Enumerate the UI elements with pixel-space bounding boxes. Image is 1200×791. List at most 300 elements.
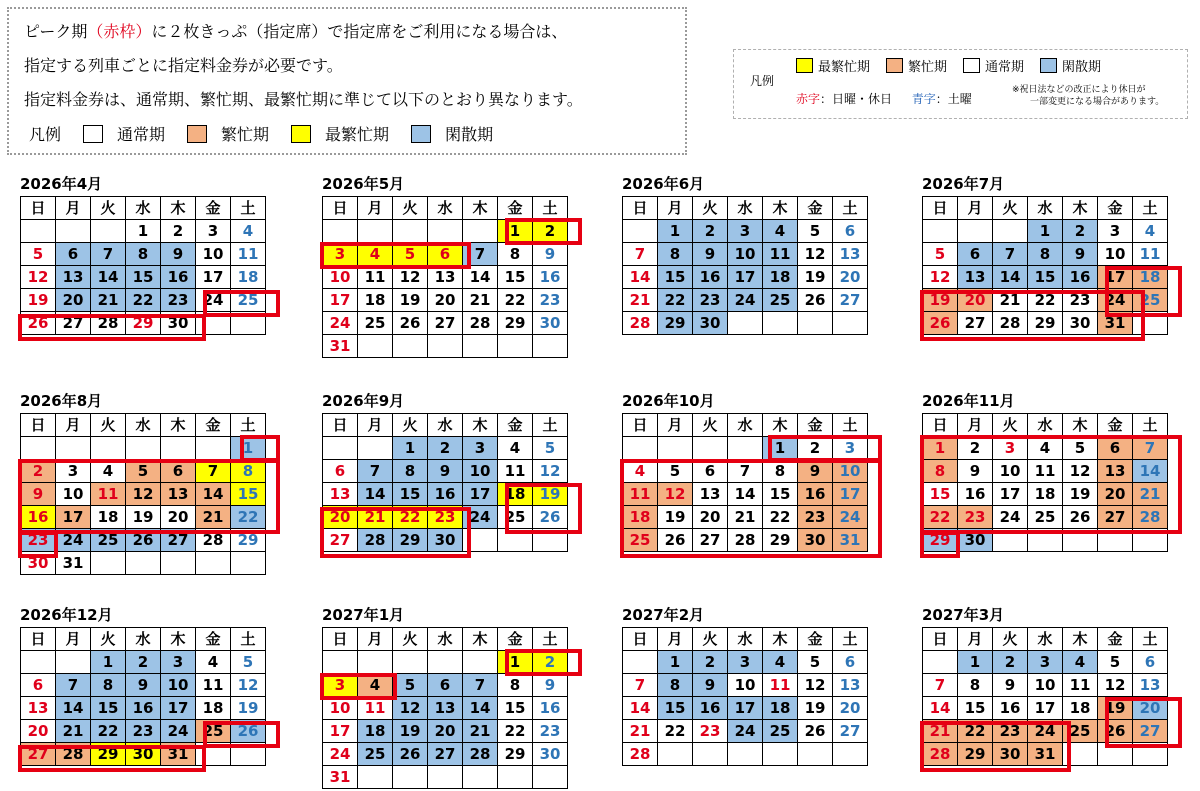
day-cell: 24 bbox=[728, 289, 763, 312]
weekday-header: 水 bbox=[428, 197, 463, 220]
day-cell: 19 bbox=[658, 506, 693, 529]
weekday-header: 月 bbox=[958, 414, 993, 437]
day-cell: 3 bbox=[993, 437, 1028, 460]
empty-day-cell bbox=[798, 743, 833, 766]
day-cell: 1 bbox=[231, 437, 266, 460]
weekday-header: 金 bbox=[498, 628, 533, 651]
day-cell: 12 bbox=[1063, 460, 1098, 483]
day-cell: 27 bbox=[428, 743, 463, 766]
day-cell: 6 bbox=[56, 243, 91, 266]
month-table bbox=[622, 196, 868, 335]
day-cell: 25 bbox=[498, 506, 533, 529]
day-cell: 15 bbox=[658, 266, 693, 289]
day-cell: 5 bbox=[798, 651, 833, 674]
month-calendar bbox=[622, 392, 868, 552]
day-cell: 13 bbox=[1133, 674, 1168, 697]
empty-day-cell bbox=[498, 529, 533, 552]
month-calendar bbox=[922, 175, 1168, 335]
day-cell: 1 bbox=[763, 437, 798, 460]
weekday-header: 土 bbox=[833, 628, 868, 651]
day-cell: 22 bbox=[393, 506, 428, 529]
empty-day-cell bbox=[231, 552, 266, 575]
day-cell: 19 bbox=[798, 697, 833, 720]
day-cell: 6 bbox=[833, 220, 868, 243]
day-cell: 15 bbox=[658, 697, 693, 720]
day-cell: 27 bbox=[428, 312, 463, 335]
day-cell: 18 bbox=[358, 289, 393, 312]
empty-day-cell bbox=[21, 651, 56, 674]
day-cell: 29 bbox=[91, 743, 126, 766]
weekday-header: 火 bbox=[393, 414, 428, 437]
day-cell: 18 bbox=[763, 697, 798, 720]
day-cell: 25 bbox=[1063, 720, 1098, 743]
day-cell: 1 bbox=[91, 651, 126, 674]
day-cell: 31 bbox=[161, 743, 196, 766]
legend-busy-swatch bbox=[886, 58, 903, 73]
empty-day-cell bbox=[728, 437, 763, 460]
day-cell: 5 bbox=[658, 460, 693, 483]
day-cell: 2 bbox=[533, 651, 568, 674]
weekday-header: 土 bbox=[231, 197, 266, 220]
day-cell: 10 bbox=[1098, 243, 1133, 266]
day-cell: 6 bbox=[693, 460, 728, 483]
day-cell: 17 bbox=[323, 720, 358, 743]
day-cell: 16 bbox=[693, 266, 728, 289]
day-cell: 6 bbox=[833, 651, 868, 674]
notice-line-1 bbox=[24, 19, 567, 42]
weekday-header: 木 bbox=[763, 197, 798, 220]
month-title: 2026年10月 bbox=[622, 392, 715, 410]
day-cell: 3 bbox=[323, 674, 358, 697]
empty-day-cell bbox=[1063, 743, 1098, 766]
weekday-header: 日 bbox=[21, 414, 56, 437]
weekday-header: 水 bbox=[126, 628, 161, 651]
day-cell: 7 bbox=[463, 243, 498, 266]
day-cell: 18 bbox=[1063, 697, 1098, 720]
empty-day-cell bbox=[126, 552, 161, 575]
day-cell: 15 bbox=[393, 483, 428, 506]
day-cell: 6 bbox=[161, 460, 196, 483]
day-cell: 17 bbox=[728, 266, 763, 289]
weekday-header: 月 bbox=[658, 628, 693, 651]
day-cell: 28 bbox=[91, 312, 126, 335]
day-cell: 12 bbox=[1098, 674, 1133, 697]
day-cell: 8 bbox=[923, 460, 958, 483]
day-cell: 7 bbox=[1133, 437, 1168, 460]
weekday-header: 金 bbox=[1098, 197, 1133, 220]
day-cell: 2 bbox=[693, 651, 728, 674]
empty-day-cell bbox=[196, 552, 231, 575]
weekday-header: 金 bbox=[196, 628, 231, 651]
day-cell: 31 bbox=[1098, 312, 1133, 335]
day-cell: 21 bbox=[463, 289, 498, 312]
day-cell: 30 bbox=[1063, 312, 1098, 335]
day-cell: 13 bbox=[958, 266, 993, 289]
day-cell: 18 bbox=[623, 506, 658, 529]
day-cell: 14 bbox=[463, 266, 498, 289]
day-cell: 24 bbox=[323, 743, 358, 766]
empty-day-cell bbox=[993, 529, 1028, 552]
day-cell: 6 bbox=[1133, 651, 1168, 674]
day-cell: 25 bbox=[623, 529, 658, 552]
month-calendar bbox=[20, 392, 266, 575]
day-cell: 26 bbox=[798, 720, 833, 743]
day-cell: 26 bbox=[231, 720, 266, 743]
day-cell: 25 bbox=[196, 720, 231, 743]
day-cell: 28 bbox=[56, 743, 91, 766]
month-title: 2026年8月 bbox=[20, 392, 103, 410]
day-cell: 3 bbox=[728, 651, 763, 674]
weekday-header: 金 bbox=[798, 197, 833, 220]
day-cell: 29 bbox=[126, 312, 161, 335]
day-cell: 27 bbox=[323, 529, 358, 552]
day-cell: 21 bbox=[923, 720, 958, 743]
day-cell: 28 bbox=[728, 529, 763, 552]
peak-label: 最繁忙期 bbox=[325, 125, 390, 144]
empty-day-cell bbox=[463, 529, 498, 552]
day-cell: 23 bbox=[993, 720, 1028, 743]
day-cell: 19 bbox=[923, 289, 958, 312]
day-cell: 24 bbox=[56, 529, 91, 552]
day-cell: 28 bbox=[463, 312, 498, 335]
empty-day-cell bbox=[358, 651, 393, 674]
day-cell: 18 bbox=[231, 266, 266, 289]
day-cell: 22 bbox=[498, 289, 533, 312]
day-cell: 11 bbox=[763, 243, 798, 266]
weekday-header: 日 bbox=[623, 197, 658, 220]
weekday-header: 日 bbox=[923, 197, 958, 220]
weekday-header: 月 bbox=[958, 197, 993, 220]
empty-day-cell bbox=[21, 437, 56, 460]
weekday-header: 火 bbox=[693, 414, 728, 437]
day-cell: 29 bbox=[958, 743, 993, 766]
day-cell: 1 bbox=[923, 437, 958, 460]
day-cell: 7 bbox=[463, 674, 498, 697]
day-cell: 13 bbox=[1098, 460, 1133, 483]
empty-day-cell bbox=[323, 437, 358, 460]
day-cell: 31 bbox=[1028, 743, 1063, 766]
day-cell: 16 bbox=[533, 266, 568, 289]
day-cell: 13 bbox=[21, 697, 56, 720]
month-table bbox=[622, 627, 868, 766]
weekday-header: 火 bbox=[91, 628, 126, 651]
day-cell: 22 bbox=[126, 289, 161, 312]
month-calendar bbox=[922, 606, 1168, 766]
day-cell: 6 bbox=[428, 674, 463, 697]
weekday-header: 水 bbox=[1028, 197, 1063, 220]
day-cell: 22 bbox=[91, 720, 126, 743]
day-cell: 18 bbox=[763, 266, 798, 289]
empty-day-cell bbox=[161, 552, 196, 575]
empty-day-cell bbox=[1098, 743, 1133, 766]
weekday-header: 土 bbox=[1133, 414, 1168, 437]
day-cell: 28 bbox=[1133, 506, 1168, 529]
day-cell: 24 bbox=[323, 312, 358, 335]
day-cell: 3 bbox=[56, 460, 91, 483]
day-cell: 10 bbox=[728, 674, 763, 697]
day-cell: 24 bbox=[993, 506, 1028, 529]
empty-day-cell bbox=[463, 335, 498, 358]
empty-day-cell bbox=[231, 312, 266, 335]
day-cell: 21 bbox=[993, 289, 1028, 312]
day-cell: 23 bbox=[1063, 289, 1098, 312]
day-cell: 9 bbox=[161, 243, 196, 266]
day-cell: 11 bbox=[763, 674, 798, 697]
day-cell: 1 bbox=[498, 651, 533, 674]
month-table bbox=[20, 196, 266, 335]
day-cell: 30 bbox=[21, 552, 56, 575]
day-cell: 21 bbox=[463, 720, 498, 743]
day-cell: 9 bbox=[126, 674, 161, 697]
weekday-header: 日 bbox=[323, 197, 358, 220]
day-cell: 2 bbox=[958, 437, 993, 460]
day-cell: 19 bbox=[21, 289, 56, 312]
legend-box-label: 凡例 bbox=[750, 74, 775, 88]
off-swatch bbox=[411, 125, 431, 143]
weekday-header: 金 bbox=[498, 197, 533, 220]
empty-day-cell bbox=[56, 220, 91, 243]
month-title: 2026年9月 bbox=[322, 392, 405, 410]
red-frame-term: （赤枠） bbox=[87, 22, 152, 41]
busy-label: 繁忙期 bbox=[221, 125, 270, 144]
day-cell: 19 bbox=[231, 697, 266, 720]
weekday-header: 火 bbox=[993, 197, 1028, 220]
day-cell: 16 bbox=[428, 483, 463, 506]
day-cell: 12 bbox=[393, 266, 428, 289]
empty-day-cell bbox=[21, 220, 56, 243]
empty-day-cell bbox=[126, 437, 161, 460]
day-cell: 20 bbox=[161, 506, 196, 529]
day-cell: 1 bbox=[658, 651, 693, 674]
day-cell: 22 bbox=[923, 506, 958, 529]
day-cell: 5 bbox=[393, 674, 428, 697]
day-cell: 30 bbox=[533, 312, 568, 335]
empty-day-cell bbox=[1063, 529, 1098, 552]
empty-day-cell bbox=[323, 220, 358, 243]
day-cell: 27 bbox=[21, 743, 56, 766]
day-cell: 24 bbox=[1028, 720, 1063, 743]
day-cell: 10 bbox=[993, 460, 1028, 483]
blue-desc: ：土曜 bbox=[935, 92, 972, 106]
day-cell: 26 bbox=[923, 312, 958, 335]
weekday-header: 火 bbox=[693, 628, 728, 651]
day-cell: 10 bbox=[1028, 674, 1063, 697]
day-cell: 18 bbox=[358, 720, 393, 743]
day-cell: 20 bbox=[1133, 697, 1168, 720]
day-cell: 1 bbox=[958, 651, 993, 674]
empty-day-cell bbox=[623, 220, 658, 243]
empty-day-cell bbox=[728, 743, 763, 766]
day-cell: 16 bbox=[161, 266, 196, 289]
empty-day-cell bbox=[1133, 743, 1168, 766]
blue-label: 青字 bbox=[911, 92, 936, 106]
day-cell: 30 bbox=[798, 529, 833, 552]
day-cell: 27 bbox=[958, 312, 993, 335]
weekday-header: 木 bbox=[463, 628, 498, 651]
day-cell: 30 bbox=[693, 312, 728, 335]
day-cell: 7 bbox=[728, 460, 763, 483]
weekday-header: 木 bbox=[763, 628, 798, 651]
weekday-header: 金 bbox=[798, 628, 833, 651]
month-title: 2026年6月 bbox=[622, 175, 705, 193]
day-cell: 31 bbox=[833, 529, 868, 552]
day-cell: 25 bbox=[1133, 289, 1168, 312]
day-cell: 11 bbox=[498, 460, 533, 483]
month-title: 2026年4月 bbox=[20, 175, 103, 193]
weekday-header: 月 bbox=[56, 414, 91, 437]
empty-day-cell bbox=[833, 743, 868, 766]
weekday-header: 日 bbox=[323, 628, 358, 651]
day-cell: 20 bbox=[21, 720, 56, 743]
day-cell: 8 bbox=[658, 243, 693, 266]
day-cell: 14 bbox=[91, 266, 126, 289]
month-table bbox=[20, 627, 266, 766]
day-cell: 12 bbox=[798, 674, 833, 697]
empty-day-cell bbox=[463, 220, 498, 243]
empty-day-cell bbox=[993, 220, 1028, 243]
empty-day-cell bbox=[463, 766, 498, 789]
day-cell: 16 bbox=[993, 697, 1028, 720]
day-cell: 29 bbox=[658, 312, 693, 335]
day-cell: 27 bbox=[161, 529, 196, 552]
day-cell: 14 bbox=[728, 483, 763, 506]
weekday-header: 火 bbox=[993, 414, 1028, 437]
day-cell: 12 bbox=[231, 674, 266, 697]
day-cell: 16 bbox=[958, 483, 993, 506]
day-cell: 2 bbox=[1063, 220, 1098, 243]
day-cell: 20 bbox=[693, 506, 728, 529]
weekday-header: 日 bbox=[623, 414, 658, 437]
day-cell: 17 bbox=[463, 483, 498, 506]
day-cell: 6 bbox=[1098, 437, 1133, 460]
legend-note-line-1: ※祝日法などの改正により休日が bbox=[1012, 85, 1146, 95]
day-cell: 11 bbox=[231, 243, 266, 266]
day-cell: 19 bbox=[126, 506, 161, 529]
day-cell: 29 bbox=[923, 529, 958, 552]
weekday-header: 金 bbox=[1098, 414, 1133, 437]
empty-day-cell bbox=[428, 766, 463, 789]
day-cell: 17 bbox=[323, 289, 358, 312]
day-cell: 29 bbox=[498, 312, 533, 335]
day-cell: 25 bbox=[1028, 506, 1063, 529]
empty-day-cell bbox=[1098, 529, 1133, 552]
day-cell: 19 bbox=[1063, 483, 1098, 506]
day-cell: 16 bbox=[21, 506, 56, 529]
day-cell: 4 bbox=[623, 460, 658, 483]
day-cell: 5 bbox=[1063, 437, 1098, 460]
day-cell: 28 bbox=[623, 743, 658, 766]
weekday-header: 日 bbox=[623, 628, 658, 651]
legend-normal-label: 通常期 bbox=[985, 60, 1025, 75]
empty-day-cell bbox=[658, 743, 693, 766]
day-cell: 23 bbox=[958, 506, 993, 529]
day-cell: 27 bbox=[833, 720, 868, 743]
month-calendar bbox=[20, 175, 266, 335]
day-cell: 15 bbox=[91, 697, 126, 720]
empty-day-cell bbox=[161, 437, 196, 460]
weekday-header: 火 bbox=[91, 197, 126, 220]
day-cell: 28 bbox=[358, 529, 393, 552]
month-calendar bbox=[322, 606, 568, 789]
weekday-header: 月 bbox=[358, 628, 393, 651]
day-cell: 5 bbox=[798, 220, 833, 243]
day-cell: 14 bbox=[56, 697, 91, 720]
empty-day-cell bbox=[1133, 529, 1168, 552]
legend-off-swatch bbox=[1040, 58, 1057, 73]
day-cell: 27 bbox=[56, 312, 91, 335]
weekday-header: 金 bbox=[1098, 628, 1133, 651]
empty-day-cell bbox=[1133, 312, 1168, 335]
day-cell: 3 bbox=[1098, 220, 1133, 243]
day-cell: 24 bbox=[196, 289, 231, 312]
month-table bbox=[20, 413, 266, 575]
empty-day-cell bbox=[358, 437, 393, 460]
day-cell: 7 bbox=[993, 243, 1028, 266]
day-cell: 16 bbox=[533, 697, 568, 720]
empty-day-cell bbox=[91, 437, 126, 460]
day-cell: 14 bbox=[623, 697, 658, 720]
day-cell: 8 bbox=[658, 674, 693, 697]
empty-day-cell bbox=[728, 312, 763, 335]
day-cell: 11 bbox=[358, 697, 393, 720]
empty-day-cell bbox=[658, 437, 693, 460]
day-cell: 26 bbox=[393, 312, 428, 335]
day-cell: 7 bbox=[91, 243, 126, 266]
day-cell: 28 bbox=[923, 743, 958, 766]
day-cell: 11 bbox=[1133, 243, 1168, 266]
empty-day-cell bbox=[428, 220, 463, 243]
day-cell: 12 bbox=[126, 483, 161, 506]
day-cell: 26 bbox=[658, 529, 693, 552]
day-cell: 23 bbox=[428, 506, 463, 529]
legend-box-swatches bbox=[796, 56, 1117, 75]
empty-day-cell bbox=[498, 766, 533, 789]
month-title: 2026年7月 bbox=[922, 175, 1005, 193]
day-cell: 26 bbox=[21, 312, 56, 335]
day-cell: 12 bbox=[923, 266, 958, 289]
day-cell: 30 bbox=[533, 743, 568, 766]
weekday-header: 木 bbox=[1063, 628, 1098, 651]
empty-day-cell bbox=[498, 335, 533, 358]
empty-day-cell bbox=[393, 335, 428, 358]
empty-day-cell bbox=[958, 220, 993, 243]
empty-day-cell bbox=[196, 437, 231, 460]
day-cell: 13 bbox=[428, 266, 463, 289]
month-table bbox=[322, 627, 568, 789]
day-cell: 6 bbox=[428, 243, 463, 266]
weekday-header: 月 bbox=[658, 414, 693, 437]
day-cell: 17 bbox=[728, 697, 763, 720]
day-cell: 21 bbox=[1133, 483, 1168, 506]
day-cell: 26 bbox=[126, 529, 161, 552]
day-cell: 26 bbox=[1098, 720, 1133, 743]
day-cell: 18 bbox=[498, 483, 533, 506]
empty-day-cell bbox=[91, 220, 126, 243]
day-cell: 14 bbox=[358, 483, 393, 506]
day-cell: 25 bbox=[358, 312, 393, 335]
day-cell: 18 bbox=[91, 506, 126, 529]
day-cell: 8 bbox=[958, 674, 993, 697]
day-cell: 18 bbox=[1133, 266, 1168, 289]
month-table bbox=[922, 196, 1168, 335]
legend-note-line-2: 一部変更になる場合があります。 bbox=[1030, 97, 1165, 107]
day-cell: 13 bbox=[428, 697, 463, 720]
day-cell: 18 bbox=[1028, 483, 1063, 506]
day-cell: 11 bbox=[623, 483, 658, 506]
day-cell: 31 bbox=[323, 766, 358, 789]
day-cell: 3 bbox=[323, 243, 358, 266]
weekday-header: 火 bbox=[393, 197, 428, 220]
